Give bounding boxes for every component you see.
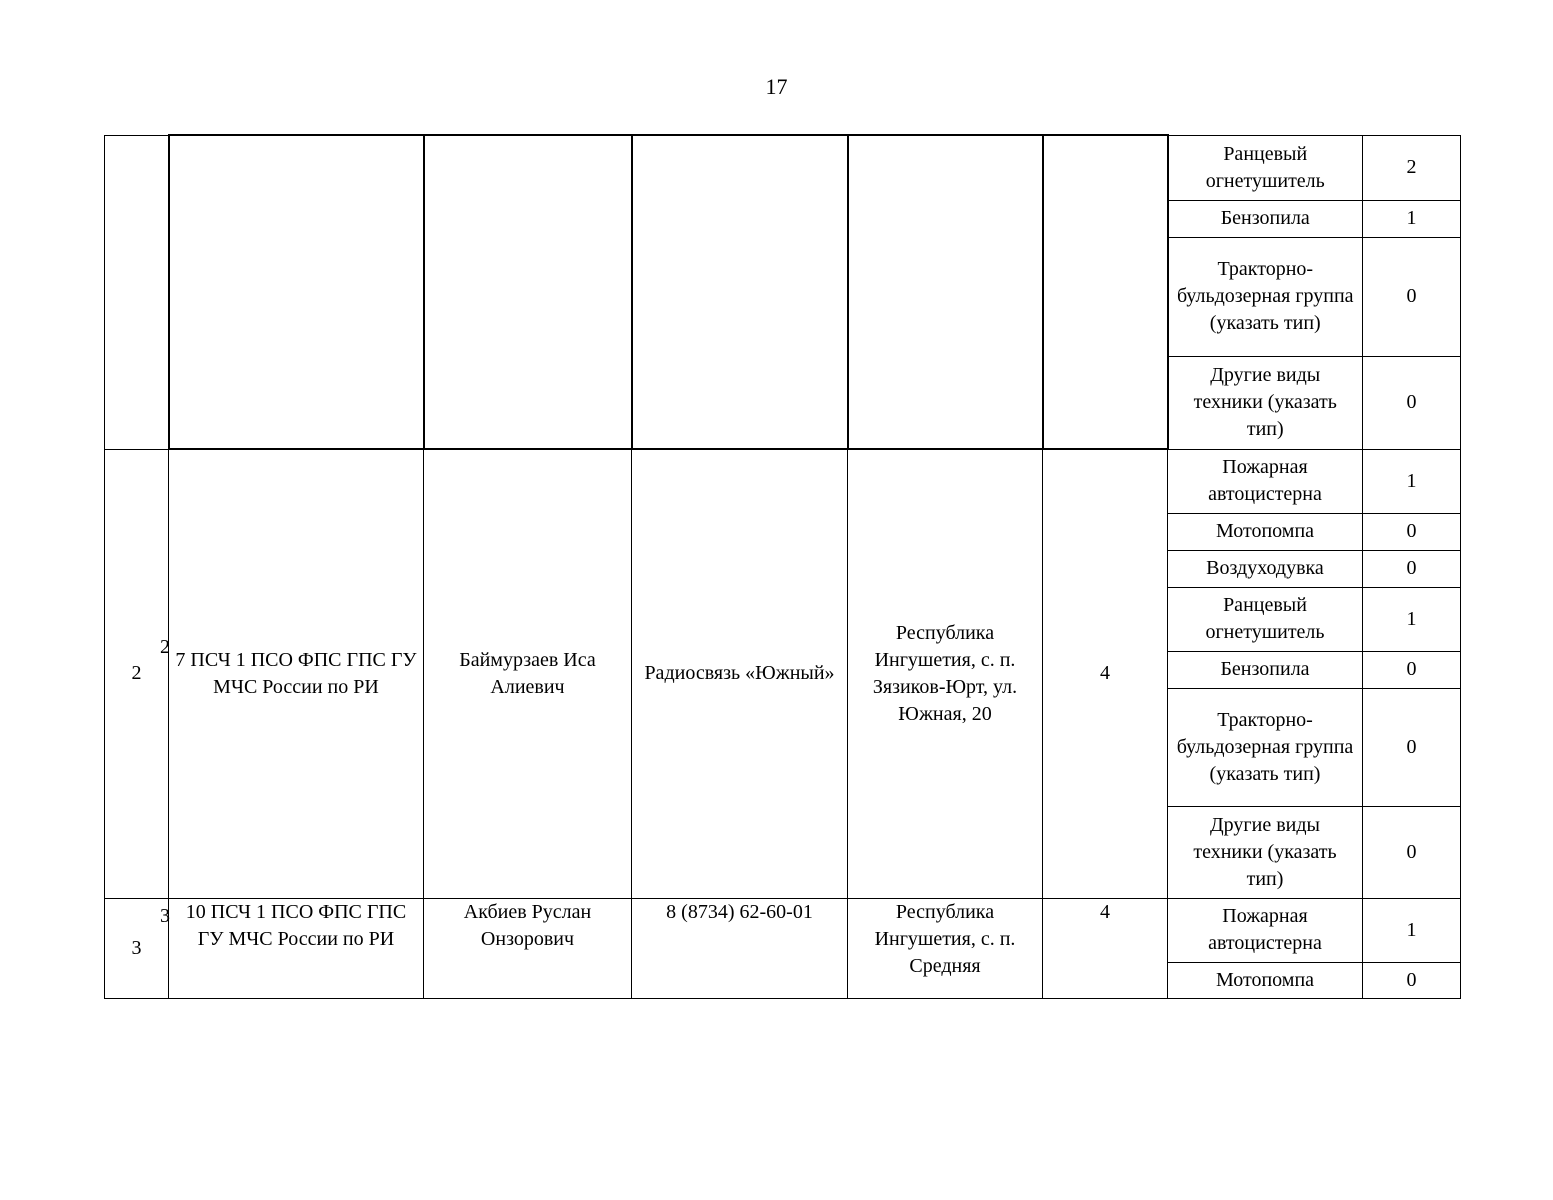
- fire-units-table: [104, 134, 1461, 999]
- equipment-count: 1: [1363, 587, 1461, 651]
- table-row: [105, 449, 1461, 513]
- cont-contact-cell: [632, 135, 848, 449]
- equipment-name: Пожарная автоцистерна: [1168, 898, 1363, 962]
- equipment-count: 2: [1363, 135, 1461, 200]
- address: Республика Ингушетия, с. п. Зязиков-Юрт, ул. Южная, 20: [848, 449, 1043, 898]
- equipment-name: Другие виды техники (указать тип): [1168, 356, 1363, 449]
- equipment-name: Бензопила: [1168, 200, 1363, 237]
- stray-number: 2: [160, 635, 170, 658]
- stray-number: 3: [160, 904, 170, 927]
- equipment-name: Пожарная автоцистерна: [1168, 449, 1363, 513]
- equipment-count: 0: [1363, 237, 1461, 356]
- equipment-count: 1: [1363, 449, 1461, 513]
- cont-head-cell: [424, 135, 632, 449]
- staff-count: 4: [1043, 449, 1168, 898]
- contact-info: 8 (8734) 62-60-01: [632, 898, 848, 998]
- equipment-count: 0: [1363, 806, 1461, 898]
- equipment-count: 0: [1363, 688, 1461, 806]
- equipment-name: Мотопомпа: [1168, 962, 1363, 998]
- cont-num-cell: [105, 135, 169, 449]
- unit-name: 7 ПСЧ 1 ПСО ФПС ГПС ГУ МЧС России по РИ: [175, 648, 417, 698]
- head-name: Баймурзаев Иса Алиевич: [424, 449, 632, 898]
- equipment-name: Ранцевый огнетушитель: [1168, 135, 1363, 200]
- cont-address-cell: [848, 135, 1043, 449]
- equipment-count: 1: [1363, 898, 1461, 962]
- head-name: Акбиев Руслан Онзорович: [424, 898, 632, 998]
- equipment-count: 1: [1363, 200, 1461, 237]
- unit-name-cell: [160, 898, 424, 998]
- staff-count: 4: [1043, 898, 1168, 998]
- equipment-name: Тракторно-бульдозерная группа (указать тип): [1168, 237, 1363, 356]
- contact-info: Радиосвязь «Южный»: [632, 449, 848, 898]
- equipment-name: Тракторно-бульдозерная группа (указать тип): [1168, 688, 1363, 806]
- equipment-count: 0: [1363, 962, 1461, 998]
- equipment-name: Воздуходувка: [1168, 550, 1363, 587]
- equipment-count: 0: [1363, 513, 1461, 550]
- equipment-count: 0: [1363, 550, 1461, 587]
- equipment-count: 0: [1363, 356, 1461, 449]
- row-number: 3: [105, 898, 169, 998]
- equipment-name: Другие виды техники (указать тип): [1168, 806, 1363, 898]
- unit-name: 10 ПСЧ 1 ПСО ФПС ГПС ГУ МЧС России по РИ: [185, 900, 407, 950]
- row-number: 2: [105, 449, 169, 898]
- cont-staff-cell: [1043, 135, 1168, 449]
- page-number: 17: [765, 74, 788, 99]
- equipment-name: Мотопомпа: [1168, 513, 1363, 550]
- equipment-name: Бензопила: [1168, 651, 1363, 688]
- unit-name-cell: [160, 449, 424, 898]
- address: Республика Ингушетия, с. п. Средняя: [848, 898, 1043, 998]
- equipment-count: 0: [1363, 651, 1461, 688]
- table-row: [105, 135, 1461, 200]
- equipment-name: Ранцевый огнетушитель: [1168, 587, 1363, 651]
- table-row: [105, 898, 1461, 962]
- cont-unit-cell: [169, 135, 424, 449]
